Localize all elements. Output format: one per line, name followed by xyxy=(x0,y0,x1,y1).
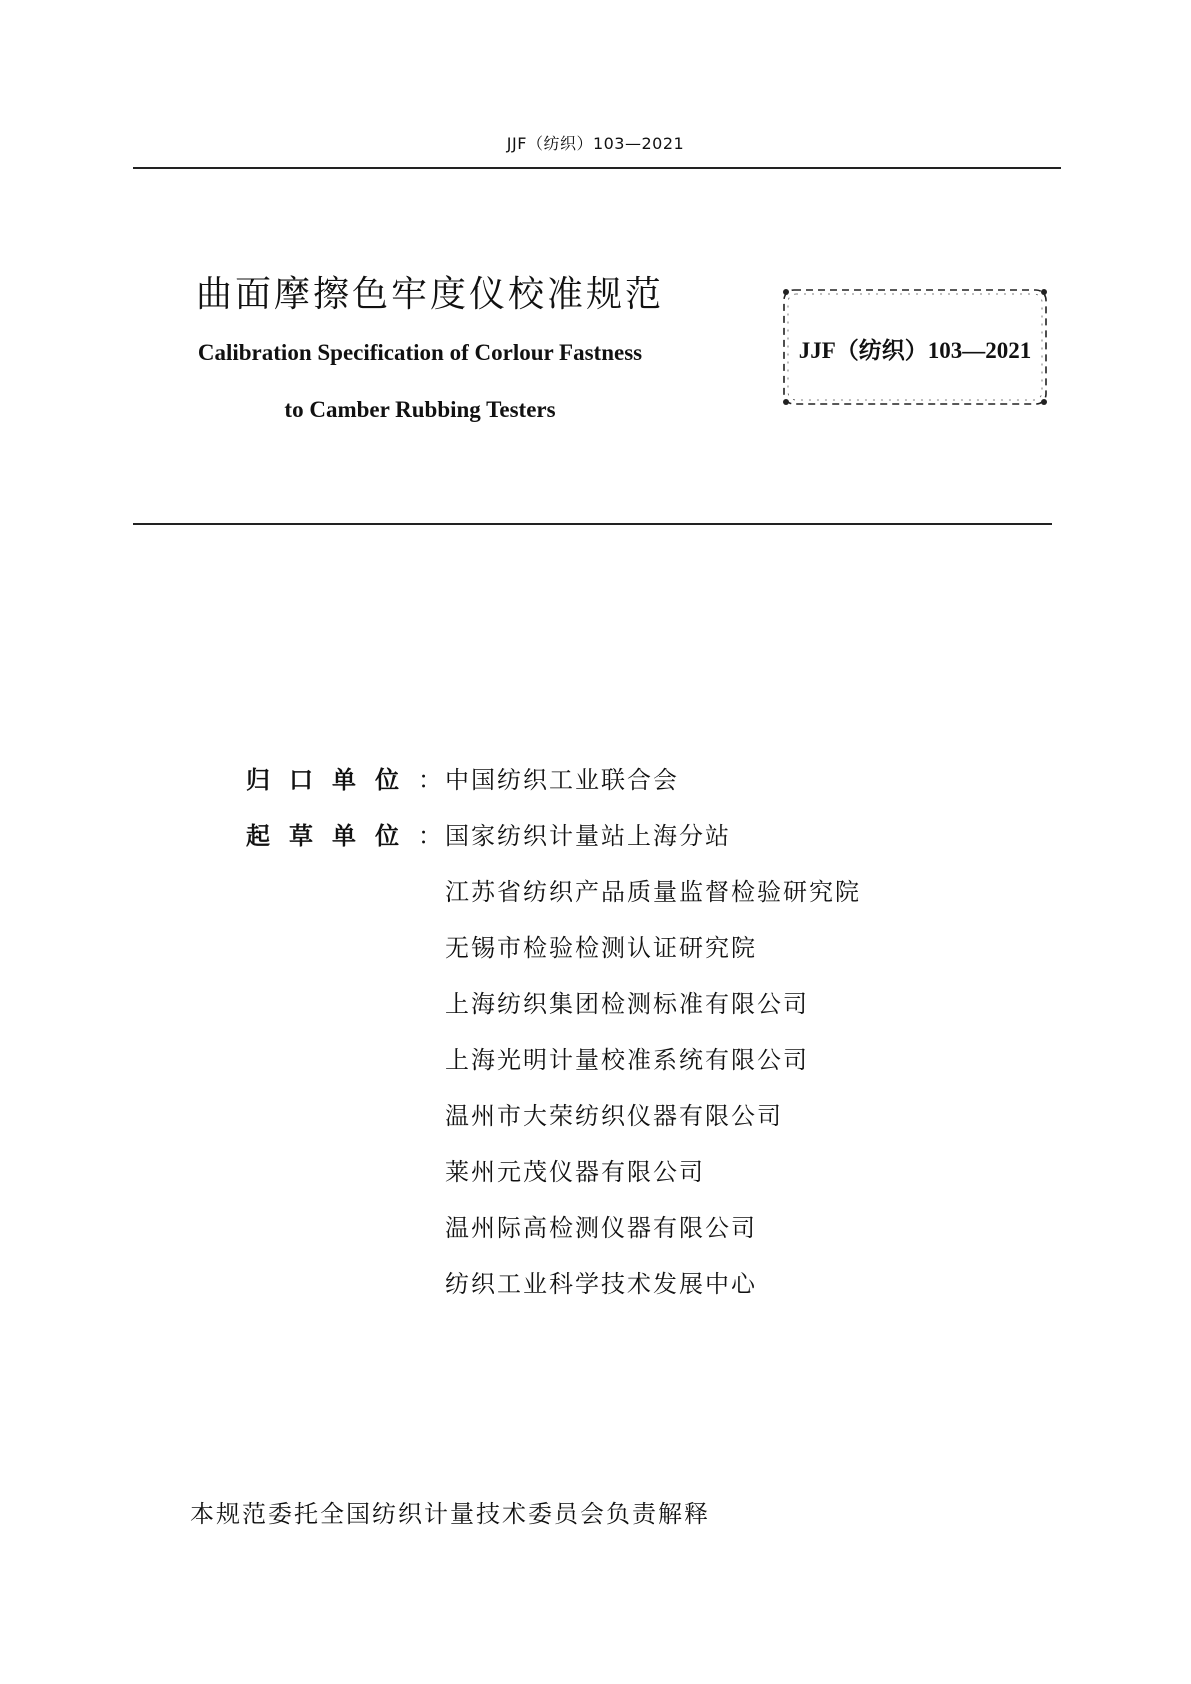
header-rule xyxy=(133,167,1061,169)
drafting-unit-item: 温州际高检测仪器有限公司 xyxy=(445,1214,757,1242)
responsible-unit-label: 归口单位 xyxy=(246,766,418,794)
drafting-unit-item: 上海光明计量校准系统有限公司 xyxy=(445,1046,809,1074)
title-section-rule xyxy=(133,523,1052,525)
drafting-unit-item: 莱州元茂仪器有限公司 xyxy=(445,1158,705,1186)
responsible-unit-colon: ： xyxy=(418,766,442,794)
standard-code: JJF（纺织）103—2021 xyxy=(798,338,1032,363)
document-title-english-line1: Calibration Specification of Corlour Fastness xyxy=(197,340,643,365)
document-title-chinese: 曲面摩擦色牢度仪校准规范 xyxy=(196,274,665,315)
drafting-unit-item: 无锡市检验检测认证研究院 xyxy=(445,934,757,962)
drafting-unit-item: 纺织工业科学技术发展中心 xyxy=(445,1270,757,1298)
standard-code-box xyxy=(778,284,1052,410)
running-header-code: JJF（纺织）103—2021 xyxy=(506,134,685,153)
drafting-unit-item: 温州市大荣纺织仪器有限公司 xyxy=(445,1102,783,1130)
interpretation-note: 本规范委托全国纺织计量技术委员会负责解释 xyxy=(190,1500,710,1528)
drafting-unit-item: 上海纺织集团检测标准有限公司 xyxy=(445,990,809,1018)
responsible-unit-value: 中国纺织工业联合会 xyxy=(445,766,679,794)
document-title-english-line2: to Camber Rubbing Testers xyxy=(284,397,556,422)
drafting-unit-label: 起草单位 xyxy=(246,822,418,850)
drafting-unit-item: 国家纺织计量站上海分站 xyxy=(445,822,731,850)
drafting-unit-colon: ： xyxy=(418,822,442,850)
drafting-unit-item: 江苏省纺织产品质量监督检验研究院 xyxy=(445,878,861,906)
